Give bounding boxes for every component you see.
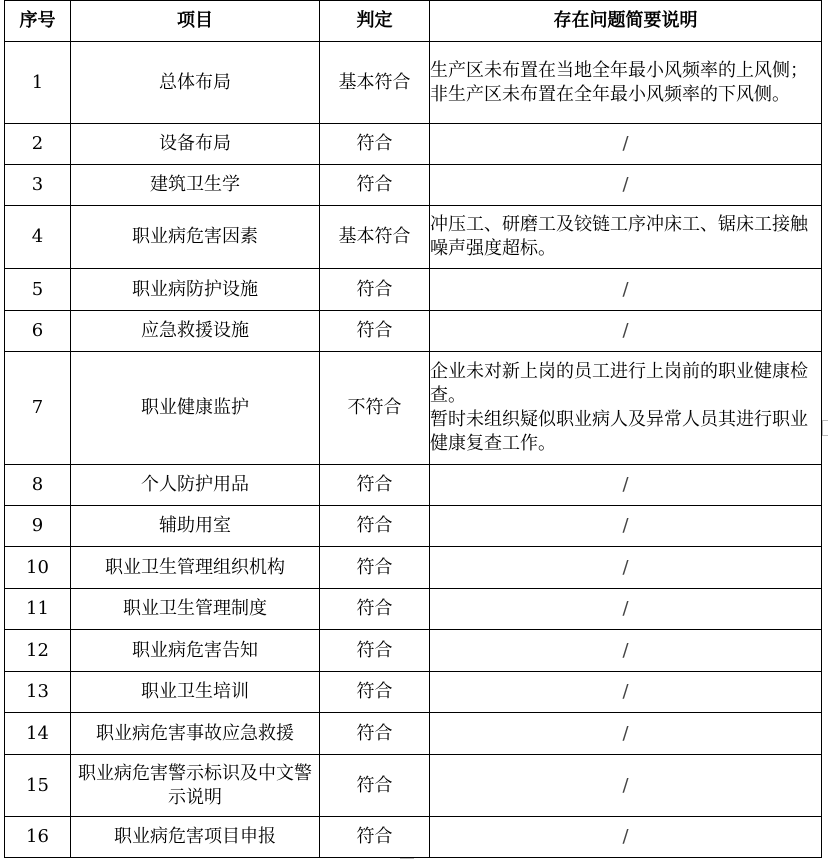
row-note bbox=[430, 165, 822, 206]
table-row bbox=[5, 124, 822, 165]
table-row bbox=[5, 630, 822, 672]
header-verdict: 判定 bbox=[320, 1, 430, 42]
table-row bbox=[5, 713, 822, 755]
row-verdict: 符合 bbox=[320, 165, 430, 206]
table-row bbox=[5, 352, 822, 465]
row-verdict: 符合 bbox=[320, 817, 430, 858]
row-note bbox=[430, 713, 822, 755]
table-row bbox=[5, 42, 822, 124]
row-item: 职业病危害告知 bbox=[71, 630, 320, 672]
table-row bbox=[5, 165, 822, 206]
row-number: 3 bbox=[5, 165, 71, 206]
empty-note-slash: / bbox=[622, 826, 629, 847]
empty-note-slash: / bbox=[622, 174, 629, 195]
row-note bbox=[430, 630, 822, 672]
row-note bbox=[430, 506, 822, 547]
row-item: 职业病危害因素 bbox=[71, 206, 320, 269]
note-line: 企业未对新上岗的员工进行上岗前的职业健康检查。 bbox=[430, 361, 808, 406]
note-line: 暂时未组织疑似职业病人及异常人员其进行职业健康复查工作。 bbox=[430, 409, 808, 454]
empty-note-slash: / bbox=[622, 639, 629, 661]
row-note bbox=[430, 589, 822, 630]
table-row bbox=[5, 672, 822, 713]
empty-note-slash: / bbox=[622, 474, 629, 495]
table-row bbox=[5, 589, 822, 630]
table-row bbox=[5, 755, 822, 817]
row-number: 7 bbox=[5, 352, 71, 465]
row-item: 建筑卫生学 bbox=[71, 165, 320, 206]
row-number: 2 bbox=[5, 124, 71, 165]
row-number: 5 bbox=[5, 269, 71, 311]
empty-note-slash: / bbox=[622, 774, 629, 796]
row-note bbox=[430, 817, 822, 858]
table-row bbox=[5, 311, 822, 352]
table-row bbox=[5, 206, 822, 269]
row-note bbox=[430, 547, 822, 589]
empty-note-slash: / bbox=[622, 515, 629, 536]
header-item: 项目 bbox=[71, 1, 320, 42]
row-verdict: 符合 bbox=[320, 589, 430, 630]
row-verdict: 基本符合 bbox=[320, 206, 430, 269]
empty-note-slash: / bbox=[622, 278, 629, 300]
empty-note-slash: / bbox=[622, 722, 629, 744]
row-number: 16 bbox=[5, 817, 71, 858]
row-number: 11 bbox=[5, 589, 71, 630]
row-number: 6 bbox=[5, 311, 71, 352]
row-number: 13 bbox=[5, 672, 71, 713]
row-verdict: 符合 bbox=[320, 755, 430, 817]
row-item: 职业病防护设施 bbox=[71, 269, 320, 311]
row-note bbox=[430, 124, 822, 165]
row-verdict: 符合 bbox=[320, 630, 430, 672]
row-note bbox=[430, 206, 822, 269]
page-edge-mark bbox=[822, 420, 828, 436]
row-number: 12 bbox=[5, 630, 71, 672]
table-header-row bbox=[5, 1, 822, 42]
row-verdict: 不符合 bbox=[320, 352, 430, 465]
note-line: 生产区未布置在当地全年最小风频率的上风侧；非生产区未布置在全年最小风频率的下风侧。 bbox=[430, 59, 808, 105]
row-number: 9 bbox=[5, 506, 71, 547]
row-verdict: 符合 bbox=[320, 311, 430, 352]
page-edge-mark-bottom bbox=[400, 858, 414, 867]
note-line: 冲压工、研磨工及铰链工序冲床工、锯床工接触噪声强度超标。 bbox=[430, 214, 808, 259]
table-row bbox=[5, 547, 822, 589]
header-no: 序号 bbox=[5, 1, 71, 42]
row-verdict: 符合 bbox=[320, 506, 430, 547]
row-number: 14 bbox=[5, 713, 71, 755]
empty-note-slash: / bbox=[622, 320, 629, 341]
row-item: 职业卫生管理制度 bbox=[71, 589, 320, 630]
row-verdict: 符合 bbox=[320, 713, 430, 755]
table-row bbox=[5, 506, 822, 547]
row-note bbox=[430, 755, 822, 817]
row-item: 职业病危害事故应急救援 bbox=[71, 713, 320, 755]
empty-note-slash: / bbox=[622, 133, 629, 154]
empty-note-slash: / bbox=[622, 556, 629, 578]
row-note bbox=[430, 352, 822, 465]
row-verdict: 基本符合 bbox=[320, 42, 430, 124]
row-verdict: 符合 bbox=[320, 672, 430, 713]
row-verdict: 符合 bbox=[320, 547, 430, 589]
table-row bbox=[5, 269, 822, 311]
row-item: 个人防护用品 bbox=[71, 465, 320, 506]
empty-note-slash: / bbox=[622, 598, 629, 619]
row-verdict: 符合 bbox=[320, 269, 430, 311]
row-note bbox=[430, 42, 822, 124]
row-number: 15 bbox=[5, 755, 71, 817]
row-verdict: 符合 bbox=[320, 124, 430, 165]
row-item: 应急救援设施 bbox=[71, 311, 320, 352]
row-number: 10 bbox=[5, 547, 71, 589]
table-row bbox=[5, 817, 822, 858]
row-number: 8 bbox=[5, 465, 71, 506]
row-item: 设备布局 bbox=[71, 124, 320, 165]
row-item: 职业卫生培训 bbox=[71, 672, 320, 713]
row-item: 职业病危害项目申报 bbox=[71, 817, 320, 858]
row-note bbox=[430, 311, 822, 352]
table-body bbox=[5, 42, 822, 858]
empty-note-slash: / bbox=[622, 681, 629, 702]
row-note bbox=[430, 672, 822, 713]
table-row bbox=[5, 465, 822, 506]
row-item: 职业健康监护 bbox=[71, 352, 320, 465]
assessment-table bbox=[4, 0, 822, 858]
row-number: 1 bbox=[5, 42, 71, 124]
header-note: 存在问题简要说明 bbox=[430, 1, 822, 42]
row-note bbox=[430, 465, 822, 506]
row-item: 职业卫生管理组织机构 bbox=[71, 547, 320, 589]
row-verdict: 符合 bbox=[320, 465, 430, 506]
row-item: 辅助用室 bbox=[71, 506, 320, 547]
row-note bbox=[430, 269, 822, 311]
row-item: 总体布局 bbox=[71, 42, 320, 124]
row-number: 4 bbox=[5, 206, 71, 269]
row-item: 职业病危害警示标识及中文警示说明 bbox=[71, 755, 320, 817]
